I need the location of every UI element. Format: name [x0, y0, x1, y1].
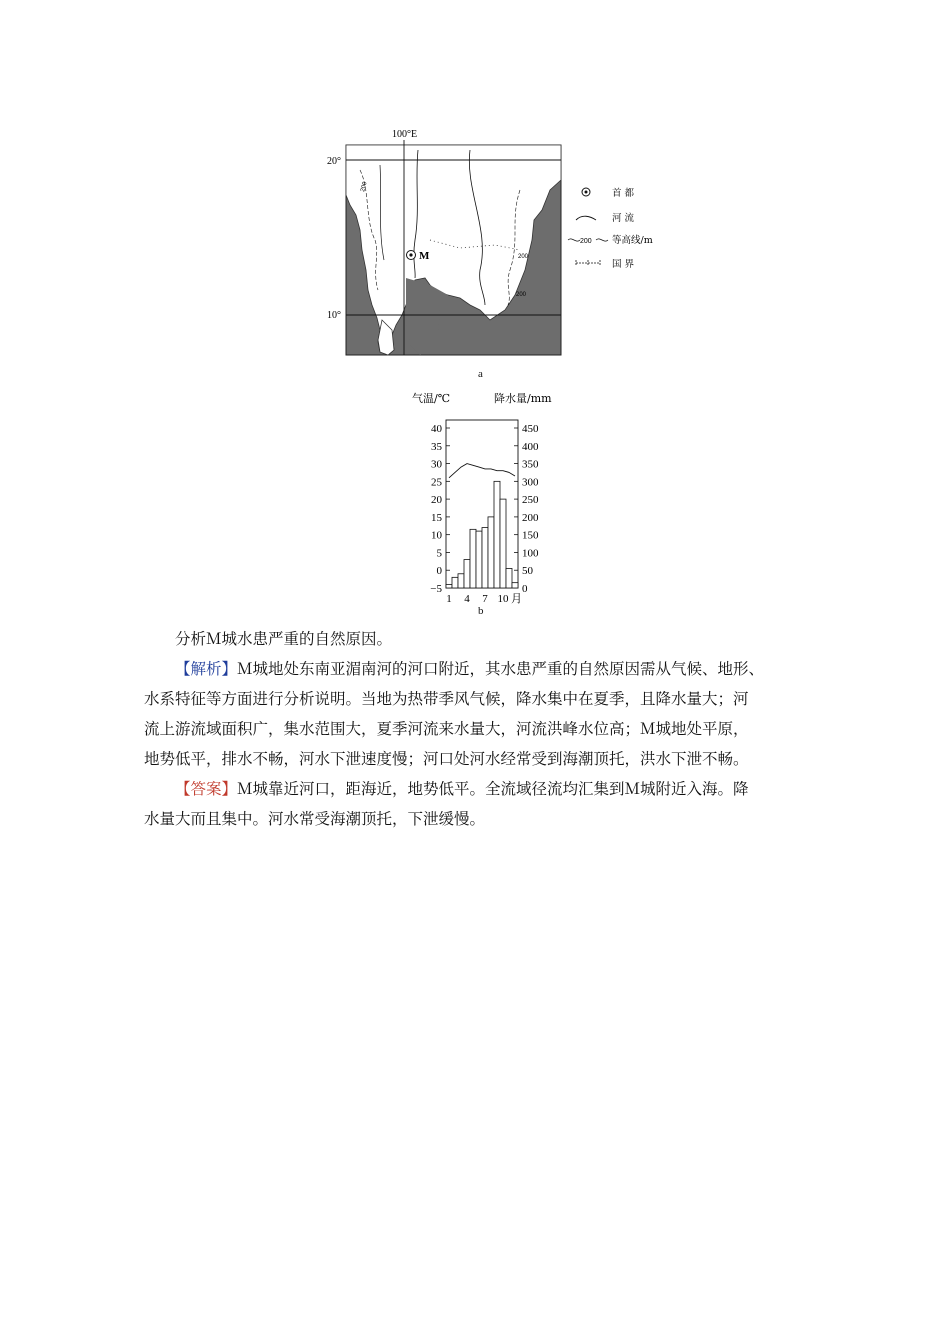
answer-tag: 【答案】: [175, 780, 238, 798]
precipitation-bar: [458, 574, 464, 588]
analysis-paragraph: [144, 654, 812, 684]
legend-label: 首 都: [612, 188, 635, 199]
left-tick-label: 0: [436, 565, 442, 578]
lat-label-bottom: 10°: [327, 310, 341, 321]
contour-icon: [568, 239, 580, 241]
river-icon: [576, 216, 596, 220]
right-tick-label: 200: [522, 511, 539, 524]
question-text-block: [144, 624, 812, 834]
contour-icon-value: 200: [580, 238, 592, 245]
right-axis-title: 降水量/mm: [494, 392, 552, 405]
left-tick-label: −5: [430, 583, 442, 595]
precipitation-bar: [512, 583, 518, 588]
right-tick-label: 450: [522, 423, 539, 435]
contour-label: 200: [516, 292, 527, 298]
left-tick-label: 40: [431, 423, 442, 435]
precipitation-bar: [446, 584, 452, 588]
climate-chart: [408, 388, 578, 618]
precipitation-bar: [488, 517, 494, 588]
answer-paragraph: [144, 774, 812, 804]
left-tick-label: 25: [431, 476, 442, 489]
x-tick-label: 7: [482, 593, 488, 605]
left-tick-label: 20: [431, 494, 442, 507]
left-tick-label: 15: [431, 511, 442, 524]
figure-caption-a: a: [478, 368, 483, 380]
analysis-line: 地势低平，排水不畅，河水下泄速度慢；河口处河水经常受到海潮顶托，洪水下泄不畅。: [144, 750, 749, 768]
precipitation-bar: [482, 528, 488, 588]
border-icon: [576, 260, 600, 266]
precipitation-bar: [494, 481, 500, 588]
analysis-line: 流上游流域面积广，集水范围大，夏季河流来水量大，河流洪峰水位高；Ｍ城地处平原，: [144, 720, 749, 738]
x-tick-label: 10: [497, 593, 509, 605]
answer-line: 水量大而且集中。河水常受海潮顶托，下泄缓慢。: [144, 810, 486, 828]
precipitation-bar: [470, 529, 476, 588]
right-tick-label: 150: [522, 529, 539, 542]
capital-icon-dot: [585, 191, 588, 194]
right-tick-label: 100: [522, 547, 539, 560]
precipitation-bar: [464, 560, 470, 588]
legend-label: 等高线/m: [612, 235, 653, 246]
right-tick-label: 350: [522, 458, 539, 471]
analysis-tag: 【解析】: [175, 660, 238, 678]
contour-label: 200: [518, 254, 529, 260]
map-figure: [320, 120, 660, 370]
left-tick-label: 5: [436, 547, 442, 560]
right-tick-label: 300: [522, 476, 539, 489]
contour-icon-tail: [596, 239, 608, 241]
map-legend: [568, 187, 653, 270]
figure-caption-b: b: [478, 605, 484, 617]
right-tick-label: 0: [522, 583, 528, 595]
capital-dot: [409, 253, 412, 256]
legend-label: 国 界: [612, 259, 635, 270]
contour-label: 200: [360, 181, 369, 193]
left-tick-label: 10: [431, 529, 442, 542]
left-tick-label: 35: [431, 440, 442, 453]
analysis-line: Ｍ城地处东南亚湄南河的河口附近，其水患严重的自然原因需从气候、地形、: [237, 660, 765, 678]
x-tick-label: 1: [446, 593, 452, 605]
temperature-line: [449, 464, 515, 478]
answer-line: Ｍ城靠近河口，距海近，地势低平。全流域径流均汇集到Ｍ城附近入海。降: [237, 780, 749, 798]
precipitation-bar: [476, 531, 482, 588]
left-axis-title: 气温/℃: [412, 392, 451, 405]
precipitation-bar: [500, 499, 506, 588]
right-tick-label: 250: [522, 494, 539, 507]
precipitation-bar: [452, 577, 458, 588]
city-label-m: M: [419, 250, 430, 262]
x-tick-label: 4: [464, 593, 470, 605]
precipitation-bar: [506, 568, 512, 588]
question: 分析Ｍ城水患严重的自然原因。: [175, 630, 393, 648]
analysis-line: 水系特征等方面进行分析说明。当地为热带季风气候，降水集中在夏季，且降水量大；河: [144, 690, 749, 708]
legend-label: 河 流: [612, 213, 635, 224]
lat-label-top: 20°: [327, 156, 341, 167]
lon-label: 100°E: [392, 129, 418, 140]
left-tick-label: 30: [431, 458, 442, 471]
x-axis-unit: 月: [511, 592, 522, 605]
right-tick-label: 50: [522, 565, 533, 578]
right-tick-label: 400: [522, 440, 539, 453]
